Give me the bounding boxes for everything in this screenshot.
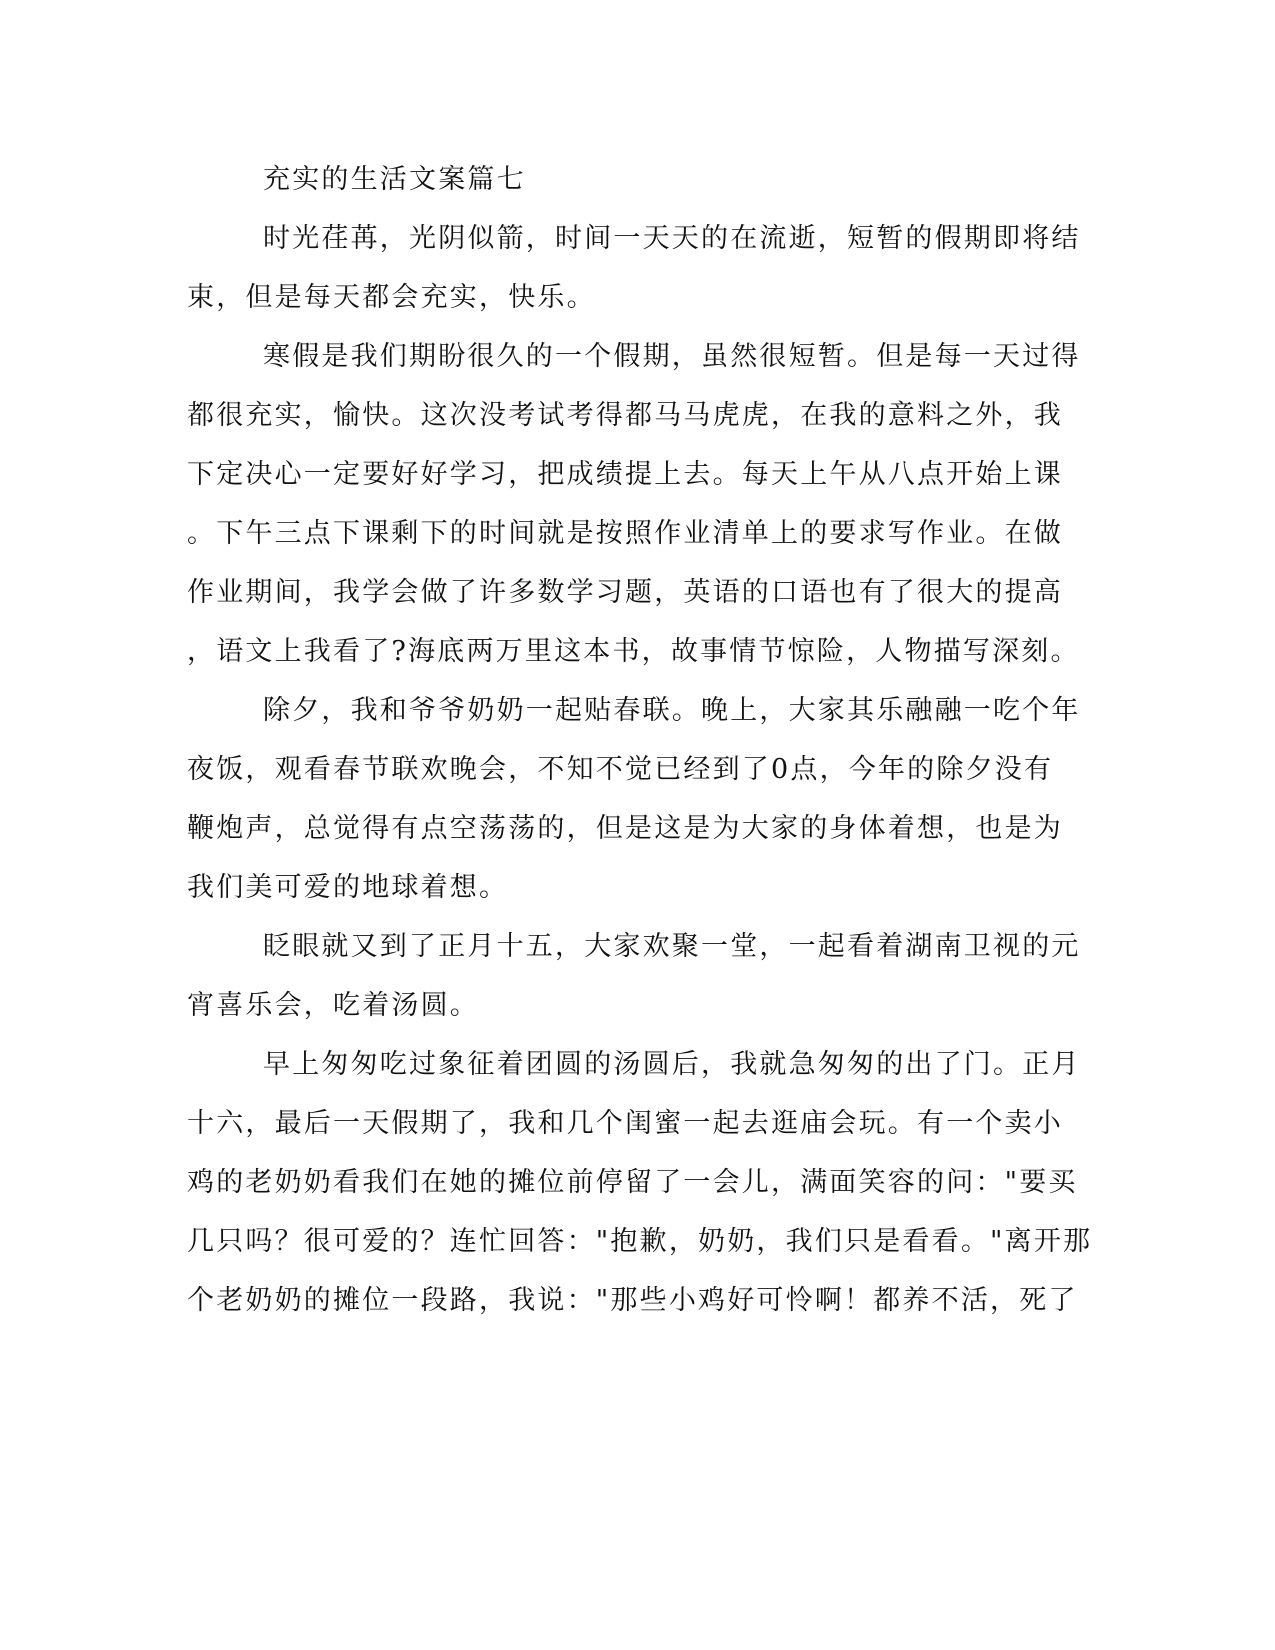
paragraph-line: 眨眼就又到了正月十五，大家欢聚一堂，一起看着湖南卫视的元 — [263, 931, 1081, 962]
paragraph-line: 鸡的老奶奶看我们在她的摊位前停留了一会儿，满面笑容的问："要买 — [187, 1167, 1078, 1198]
paragraph-line: 除夕，我和爷爷奶奶一起贴春联。晚上，大家其乐融融一吃个年 — [263, 695, 1081, 726]
paragraph-line: 寒假是我们期盼很久的一个假期，虽然很短暂。但是每一天过得 — [263, 341, 1081, 372]
paragraph-line: 我们美可爱的地球着想。 — [187, 872, 509, 903]
paragraph-line: ，语文上我看了?海底两万里这本书，故事情节惊险，人物描写深刻。 — [187, 636, 1080, 667]
paragraph-line: 时光荏苒，光阴似箭，时间一天天的在流逝，短暂的假期即将结 — [263, 223, 1081, 254]
paragraph-line: 鞭炮声，总觉得有点空荡荡的，但是这是为大家的身体着想，也是为 — [187, 813, 1063, 844]
paragraph-line: 。下午三点下课剩下的时间就是按照作业清单上的要求写作业。在做 — [187, 518, 1063, 549]
paragraph-line: 宵喜乐会，吃着汤圆。 — [187, 990, 479, 1021]
paragraph-line: 个老奶奶的摊位一段路，我说："那些小鸡好可怜啊！都养不活，死了 — [187, 1285, 1078, 1316]
paragraph-line: 夜饭，观看春节联欢晚会，不知不觉已经到了0点，今年的除夕没有 — [187, 754, 1054, 785]
document-title: 充实的生活文案篇七 — [263, 164, 526, 195]
paragraph-line: 都很充实，愉快。这次没考试考得都马马虎虎，在我的意料之外，我 — [187, 400, 1063, 431]
paragraph-line: 作业期间，我学会做了许多数学习题，英语的口语也有了很大的提高 — [187, 577, 1063, 608]
paragraph-line: 下定决心一定要好好学习，把成绩提上去。每天上午从八点开始上课 — [187, 459, 1063, 490]
paragraph-line: 早上匆匆吃过象征着团圆的汤圆后，我就急匆匆的出了门。正月 — [263, 1049, 1081, 1080]
paragraph-line: 几只吗？很可爱的？连忙回答："抱歉，奶奶，我们只是看看。"离开那 — [187, 1226, 1093, 1257]
paragraph-line: 十六，最后一天假期了，我和几个闺蜜一起去逛庙会玩。有一个卖小 — [187, 1108, 1063, 1139]
paragraph-line: 束，但是每天都会充实，快乐。 — [187, 282, 596, 313]
